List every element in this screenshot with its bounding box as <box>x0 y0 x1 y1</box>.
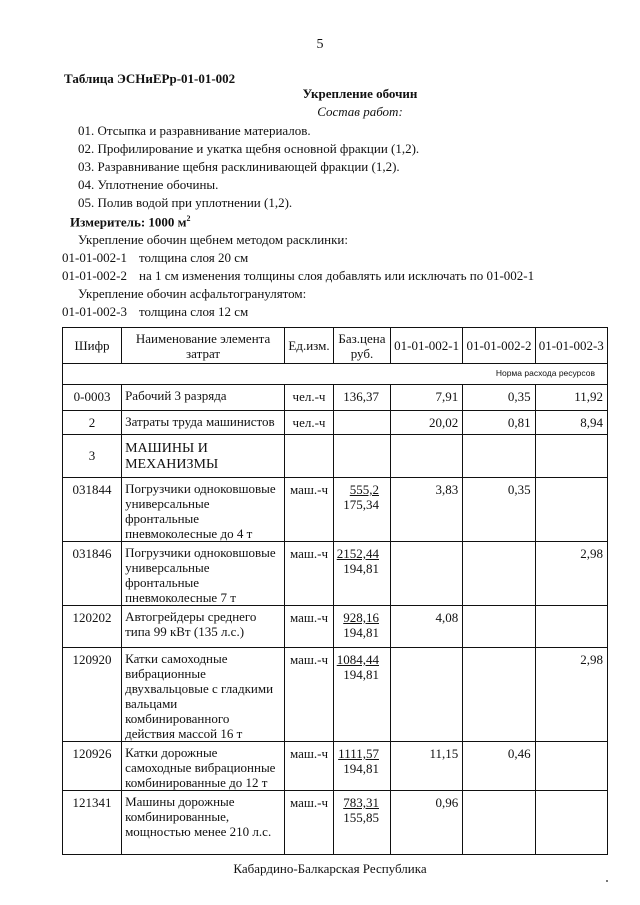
cell-code: 121341 <box>63 791 122 855</box>
cell-name: Катки дорожные самоходные вибрационные комбинированные до 12 т <box>122 742 285 791</box>
table-row <box>63 478 608 542</box>
cell-v3: 11,92 <box>535 385 607 411</box>
price-current: 2152,44 <box>336 546 379 561</box>
cell-code: 031844 <box>63 478 122 542</box>
cell-v1 <box>390 648 462 742</box>
table-row <box>63 791 608 855</box>
cell-v3: 2,98 <box>535 542 607 606</box>
cell-unit: маш.-ч <box>285 478 334 542</box>
table-row <box>63 742 608 791</box>
work-item: 02. Профилирование и укатка щебня основной фракции (1,2). <box>78 141 420 156</box>
cell-v1: 20,02 <box>390 411 462 435</box>
cell-price <box>333 435 390 478</box>
cell-price <box>333 742 390 791</box>
line-code: 01-01-002-3 <box>62 304 127 319</box>
price-current: 928,16 <box>343 610 379 625</box>
cell-unit <box>285 435 334 478</box>
cell-unit: маш.-ч <box>285 742 334 791</box>
price-current: 1111,57 <box>338 746 379 761</box>
cell-v1: 4,08 <box>390 606 462 648</box>
header-unit: Ед.изм. <box>285 328 334 364</box>
cell-name: Машины дорожные комбинированные, мощностью менее 210 л.с. <box>122 791 285 855</box>
cell-name: Катки самоходные вибрационные двухвальцовые с гладкими вальцами комбинированного действия массой 16 т <box>122 648 285 742</box>
price-base: 194,81 <box>343 561 379 576</box>
cell-v3: 2,98 <box>535 648 607 742</box>
cell-price <box>333 791 390 855</box>
norm-row <box>63 364 608 385</box>
cell-unit: маш.-ч <box>285 791 334 855</box>
line-text: толщина слоя 20 см <box>139 250 249 265</box>
cell-v2 <box>463 648 535 742</box>
cell-code: 0-0003 <box>63 385 122 411</box>
cell-unit: маш.-ч <box>285 648 334 742</box>
price-base: 175,34 <box>343 497 379 512</box>
line-code: 01-01-002-1 <box>62 250 127 265</box>
page-number: 5 <box>316 37 324 52</box>
cell-code: 120926 <box>63 742 122 791</box>
cell-v3 <box>535 606 607 648</box>
table-id: Таблица ЭСНиЕРр-01-01-002 <box>64 71 236 86</box>
cell-v2 <box>463 606 535 648</box>
cell-v1 <box>390 542 462 606</box>
work-item: 03. Разравнивание щебня расклинивающей фракции (1,2). <box>78 159 400 174</box>
header-code: Шифр <box>63 328 122 364</box>
work-item: 04. Уплотнение обочины. <box>78 177 219 192</box>
cell-v1: 0,96 <box>390 791 462 855</box>
cell-name: Затраты труда машинистов <box>122 411 285 435</box>
cell-v1: 11,15 <box>390 742 462 791</box>
cell-v2 <box>463 791 535 855</box>
header-v2: 01-01-002-2 <box>463 328 535 364</box>
price-base: 155,85 <box>343 810 379 825</box>
price-current: 1084,44 <box>336 652 379 667</box>
price-base: 194,81 <box>343 667 379 682</box>
price-base: 194,81 <box>343 761 379 776</box>
work-item: 05. Полив водой при уплотнении (1,2). <box>78 195 293 210</box>
section-name: МАШИНЫ И МЕХАНИЗМЫ <box>122 435 285 478</box>
cell-unit: маш.-ч <box>285 542 334 606</box>
cell-v3 <box>535 435 607 478</box>
header-v1: 01-01-002-1 <box>390 328 462 364</box>
cell-price <box>333 478 390 542</box>
cell-price <box>333 606 390 648</box>
header-v3: 01-01-002-3 <box>535 328 607 364</box>
cell-v3 <box>535 791 607 855</box>
cell-code: 3 <box>63 435 122 478</box>
cell-code: 031846 <box>63 542 122 606</box>
price-current: 783,31 <box>343 795 379 810</box>
cell-v1: 7,91 <box>390 385 462 411</box>
cell-v3 <box>535 742 607 791</box>
cell-code: 120920 <box>63 648 122 742</box>
table-row <box>63 542 608 606</box>
cell-name: Погрузчики одноковшовые универсальные фронтальные пневмоколесные до 4 т <box>122 478 285 542</box>
table-row <box>63 606 608 648</box>
cell-name: Автогрейдеры среднего типа 99 кВт (135 л.с.) <box>122 606 285 648</box>
cell-price <box>333 648 390 742</box>
cell-name: Рабочий 3 разряда <box>122 385 285 411</box>
intro-asphalt: Укрепление обочин асфальтогранулятом: <box>78 286 307 301</box>
cell-unit: чел.-ч <box>285 411 334 435</box>
cell-v3 <box>535 478 607 542</box>
intro-gravel: Укрепление обочин щебнем методом расклинки: <box>78 232 348 247</box>
cell-name: Погрузчики одноковшовые универсальные фронтальные пневмоколесные 7 т <box>122 542 285 606</box>
cell-v3: 8,94 <box>535 411 607 435</box>
cell-v2: 0,35 <box>463 385 535 411</box>
norm-label: Норма расхода ресурсов <box>63 364 608 385</box>
cell-price <box>333 542 390 606</box>
cell-code: 120202 <box>63 606 122 648</box>
table-row <box>63 411 608 435</box>
section-title: Укрепление обочин <box>302 86 418 101</box>
table-section-row <box>63 435 608 478</box>
line-text: на 1 см изменения толщины слоя добавлять или исключать по 01-002-1 <box>139 268 535 283</box>
scan-speck <box>606 880 608 882</box>
cell-v2: 0,81 <box>463 411 535 435</box>
cell-unit: маш.-ч <box>285 606 334 648</box>
works-title: Состав работ: <box>317 104 403 119</box>
price-base: 194,81 <box>343 625 379 640</box>
cell-v2: 0,46 <box>463 742 535 791</box>
cell-code: 2 <box>63 411 122 435</box>
header-name: Наименование элемента затрат <box>122 328 285 364</box>
cell-v2 <box>463 435 535 478</box>
cell-unit: чел.-ч <box>285 385 334 411</box>
table-header-row <box>63 328 608 364</box>
cell-price: 136,37 <box>333 385 390 411</box>
line-text: толщина слоя 12 см <box>139 304 249 319</box>
cell-v2 <box>463 542 535 606</box>
price-current: 555,2 <box>349 482 379 497</box>
line-code: 01-01-002-2 <box>62 268 127 283</box>
resource-table <box>62 327 608 855</box>
cell-v1: 3,83 <box>390 478 462 542</box>
meter-unit-exponent: 2 <box>186 214 191 223</box>
cell-price <box>333 411 390 435</box>
table-row <box>63 648 608 742</box>
meter-label: Измеритель: 1000 $м^2$ <box>70 214 191 230</box>
cell-v1 <box>390 435 462 478</box>
work-item: 01. Отсыпка и разравнивание материалов. <box>78 123 311 138</box>
cell-v2: 0,35 <box>463 478 535 542</box>
header-price: Баз.цена руб. <box>333 328 390 364</box>
table-row <box>63 385 608 411</box>
footer-region: Кабардино-Балкарская Республика <box>233 861 427 876</box>
